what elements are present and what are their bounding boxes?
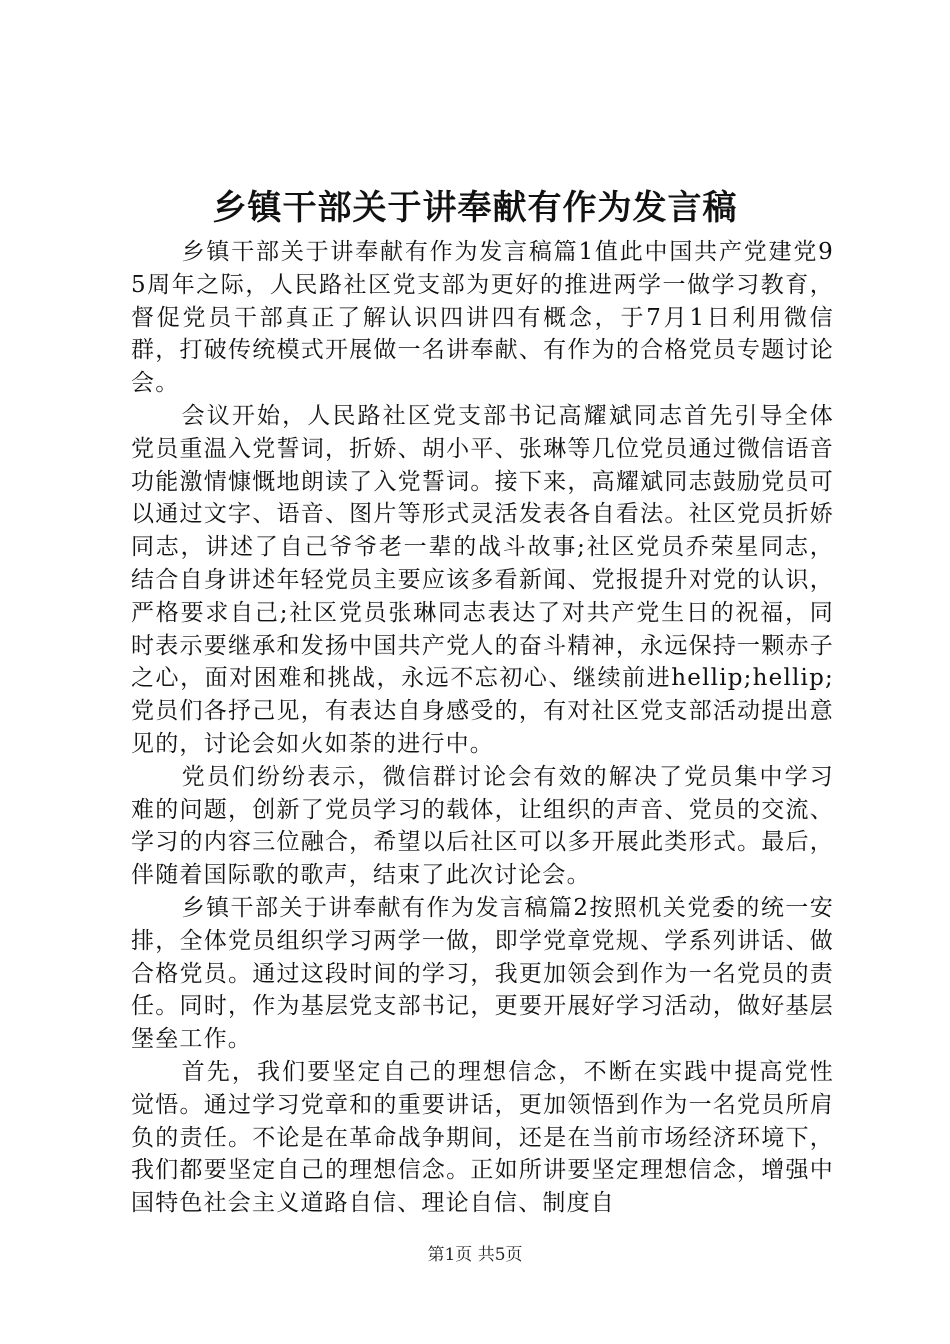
- paragraph: 乡镇干部关于讲奉献有作为发言稿篇1值此中国共产党建党95周年之际，人民路社区党支部为更好的推进两学一做学习教育，督促党员干部真正了解认识四讲四有概念，于7月1日利用微信群，打破传统模式开展做一名讲奉献、有作为的合格党员专题讨论会。: [131, 239, 834, 397]
- paragraph: 会议开始，人民路社区党支部书记高耀斌同志首先引导全体党员重温入党誓词，折娇、胡小平、张琳等几位党员通过微信语音功能激情慷慨地朗读了入党誓词。接下来，高耀斌同志鼓励党员可以通过文字、语音、图片等形式灵活发表各自看法。社区党员折娇同志，讲述了自己爷爷老一辈的战斗故事;社区党员乔荣星同志，结合自身讲述年轻党员主要应该多看新闻、党报提升对党的认识，严格要求自己;社区党员张琳同志表达了对共产党生日的祝福，同时表示要继承和发扬中国共产党人的奋斗精神，永远保持一颗赤子之心，面对困难和挑战，永远不忘初心、继续前进hellip;hellip;党员们各抒己见，有表达自身感受的，有对社区党支部活动提出意见的，讨论会如火如荼的进行中。: [131, 402, 834, 757]
- paragraph: 党员们纷纷表示，微信群讨论会有效的解决了党员集中学习难的问题，创新了党员学习的载体，让组织的声音、党员的交流、学习的内容三位融合，希望以后社区可以多开展此类形式。最后，伴随着国际歌的歌声，结束了此次讨论会。: [131, 763, 834, 889]
- page-number-footer: 第1页 共5页: [427, 1245, 523, 1265]
- paragraph: 首先，我们要坚定自己的理想信念，不断在实践中提高党性觉悟。通过学习党章和的重要讲话，更加领悟到作为一名党员所肩负的责任。不论是在革命战争期间，还是在当前市场经济环境下，我们都要坚定自己的理想信念。正如所讲要坚定理想信念，增强中国特色社会主义道路自信、理论自信、制度自: [131, 1058, 834, 1217]
- paragraph: 乡镇干部关于讲奉献有作为发言稿篇2按照机关党委的统一安排，全体党员组织学习两学一做，即学党章党规、学系列讲话、做合格党员。通过这段时间的学习，我更加领会到作为一名党员的责任。同时，作为基层党支部书记，更要开展好学习活动，做好基层堡垒工作。: [131, 894, 834, 1053]
- document-body: [131, 236, 834, 1220]
- document-title: 乡镇干部关于讲奉献有作为发言稿: [212, 188, 738, 228]
